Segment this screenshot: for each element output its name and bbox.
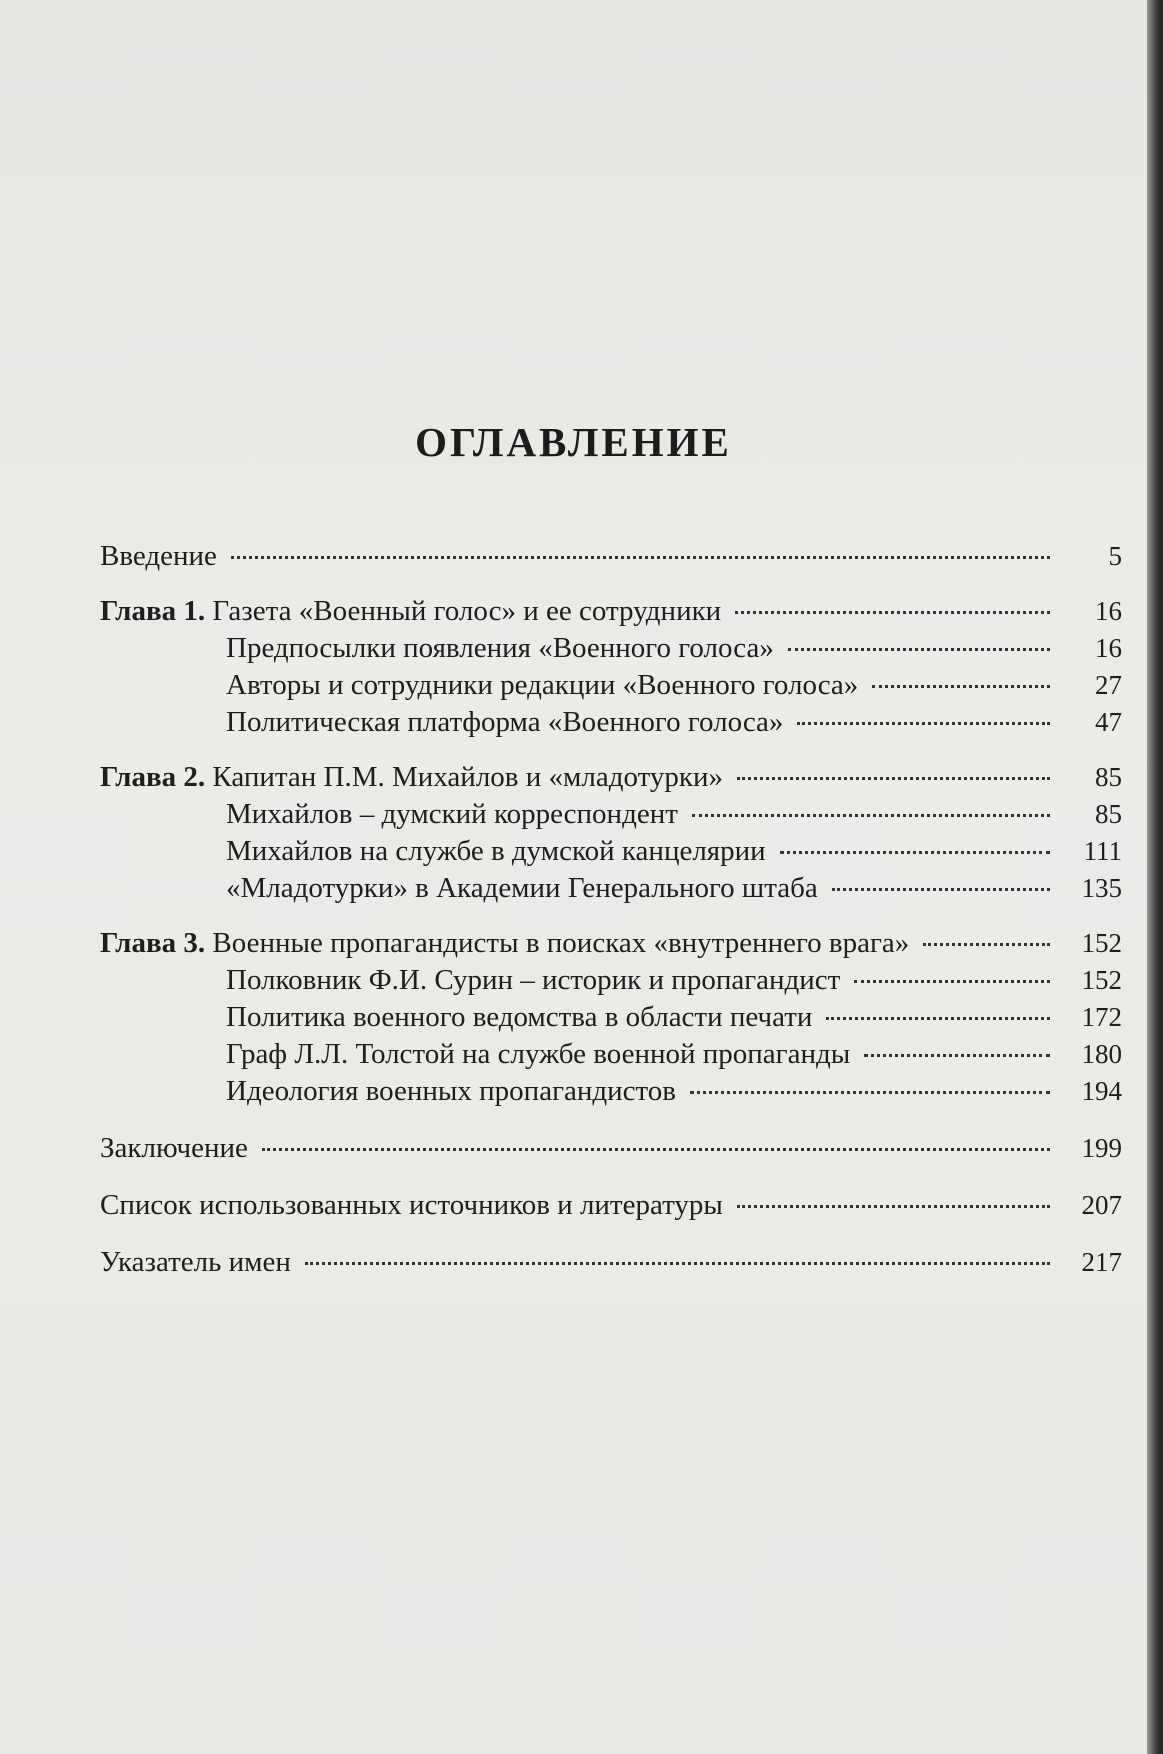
dot-leader — [262, 1148, 1050, 1151]
toc-entry-text: Список использованных источников и литературы — [100, 1189, 723, 1221]
toc-entry-section — [100, 964, 1122, 1001]
toc-entry-text: Введение — [100, 540, 217, 572]
toc-entry-section — [100, 706, 1122, 743]
toc-page-number: 180 — [1081, 1039, 1122, 1069]
dot-leader — [737, 1205, 1050, 1208]
toc-entry-section — [100, 835, 1122, 872]
toc-page-number: 85 — [1095, 799, 1122, 829]
table-of-contents — [100, 540, 1122, 1283]
chapter-label: Глава 1. — [100, 595, 206, 627]
dot-leader — [305, 1262, 1050, 1265]
toc-page-number: 135 — [1081, 873, 1122, 903]
toc-entry-text: Предпосылки появления «Военного голоса» — [226, 632, 774, 664]
toc-entry-section — [100, 632, 1122, 669]
toc-page-number: 199 — [1081, 1133, 1122, 1163]
chapter-label: Глава 3. — [100, 927, 206, 959]
toc-entry-section — [100, 798, 1122, 835]
toc-entry-chapter-3 — [100, 927, 1122, 964]
dot-leader — [864, 1054, 1050, 1057]
toc-page-number: 172 — [1081, 1002, 1122, 1032]
toc-page-number: 111 — [1083, 836, 1122, 866]
dot-leader — [872, 685, 1050, 688]
dot-leader — [692, 814, 1050, 817]
toc-entry-text — [100, 761, 723, 794]
chapter-label: Глава 2. — [100, 761, 206, 793]
toc-page-number: 152 — [1081, 965, 1122, 995]
toc-entry-text: Граф Л.Л. Толстой на службе военной пропаганды — [226, 1038, 851, 1070]
dot-leader — [737, 777, 1050, 780]
toc-entry-text: Михайлов – думский корреспондент — [226, 798, 678, 830]
toc-entry-index — [100, 1246, 1122, 1283]
dot-leader — [832, 888, 1050, 891]
toc-entry-section — [100, 1038, 1122, 1075]
dot-leader — [854, 980, 1050, 983]
toc-page-number: 16 — [1095, 633, 1122, 663]
toc-page-number: 217 — [1081, 1247, 1122, 1277]
dot-leader — [923, 943, 1050, 946]
dot-leader — [231, 556, 1050, 559]
toc-entry-section — [100, 1075, 1122, 1112]
toc-entry-text: Политическая платформа «Военного голоса» — [226, 706, 784, 738]
toc-page-number: 85 — [1095, 762, 1122, 792]
toc-entry-text: «Младотурки» в Академии Генерального штаба — [226, 872, 818, 904]
toc-page-number: 152 — [1081, 928, 1122, 958]
toc-entry-sources — [100, 1189, 1122, 1226]
toc-entry-text — [100, 595, 721, 628]
dot-leader — [690, 1091, 1050, 1094]
dot-leader — [788, 648, 1050, 651]
toc-entry-section — [100, 872, 1122, 909]
toc-entry-chapter-1 — [100, 595, 1122, 632]
dot-leader — [780, 851, 1050, 854]
toc-entry-conclusion — [100, 1132, 1122, 1169]
toc-entry-section — [100, 1001, 1122, 1038]
toc-entry-text: Политика военного ведомства в области печати — [226, 1001, 813, 1033]
toc-entry-text: Заключение — [100, 1132, 248, 1164]
toc-page-number: 16 — [1095, 596, 1122, 626]
toc-page-number: 5 — [1108, 541, 1122, 571]
dot-leader — [826, 1017, 1050, 1020]
toc-entry-section — [100, 669, 1122, 706]
chapter-title: Капитан П.М. Михайлов и «младотурки» — [212, 761, 723, 793]
toc-entry-text: Полковник Ф.И. Сурин – историк и пропагандист — [226, 964, 841, 996]
toc-entry-text: Идеология военных пропагандистов — [226, 1075, 676, 1107]
toc-entry-intro — [100, 540, 1122, 577]
toc-entry-text — [100, 927, 909, 960]
toc-entry-text: Указатель имен — [100, 1246, 291, 1278]
toc-page-number: 47 — [1095, 707, 1122, 737]
page-edge-shadow — [1147, 0, 1163, 1754]
toc-page-number: 27 — [1095, 670, 1122, 700]
dot-leader — [735, 611, 1050, 614]
chapter-title: Военные пропагандисты в поисках «внутреннего врага» — [212, 927, 910, 959]
toc-entry-text: Михайлов на службе в думской канцелярии — [226, 835, 766, 867]
page-title: ОГЛАВЛЕНИЕ — [415, 419, 732, 465]
toc-entry-text: Авторы и сотрудники редакции «Военного голоса» — [226, 669, 859, 701]
toc-page-number: 194 — [1081, 1076, 1122, 1106]
toc-page-number: 207 — [1081, 1190, 1122, 1220]
dot-leader — [797, 722, 1050, 725]
chapter-title: Газета «Военный голос» и ее сотрудники — [212, 595, 722, 627]
toc-entry-chapter-2 — [100, 761, 1122, 798]
